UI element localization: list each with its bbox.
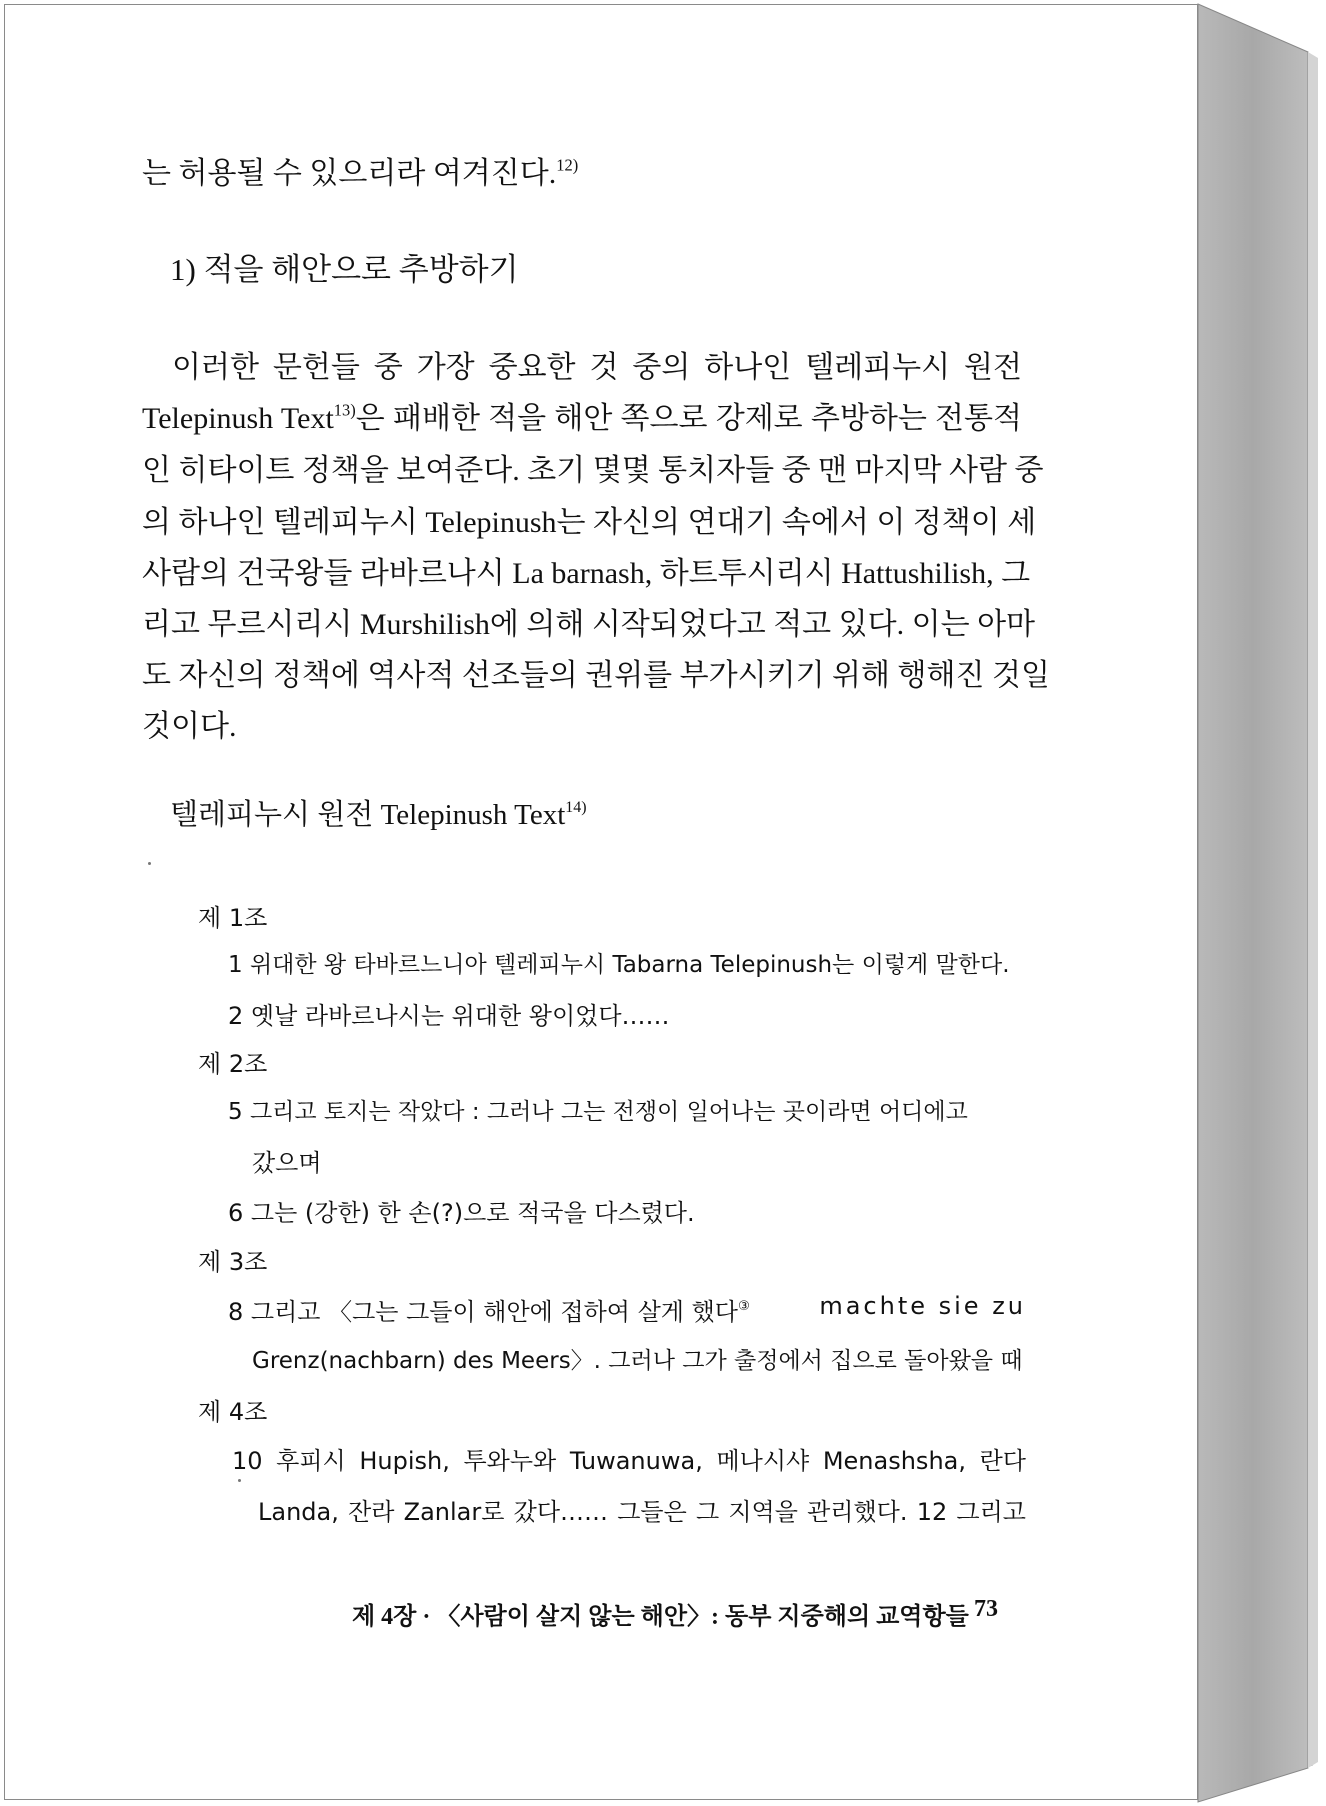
section-heading: 1) 적을 해안으로 추방하기 (170, 252, 519, 287)
article-line: 8 그리고 〈그는 그들이 해안에 접하여 살게 했다③ machte sie zu (228, 1292, 1026, 1326)
article-line: 5 그리고 토지는 작았다 : 그러나 그는 전쟁이 일어나는 곳이라면 어디에고 (228, 1099, 968, 1125)
article-line: 10 후피시 Hupish, 투와누와 Tuwanuwa, 메나시샤 Menashsha, 란다 (232, 1447, 1026, 1475)
footnote-marker: 14) (565, 799, 587, 817)
speck (238, 1479, 241, 1482)
speck (148, 862, 151, 865)
paragraph-line: 이러한 문헌들 중 가장 중요한 것 중의 하나인 텔레피누시 원전 (172, 351, 1022, 384)
article-line: 갔으며 (252, 1149, 322, 1177)
article-line: 6 그는 (강한) 한 손(?)으로 적국을 다스렸다. (228, 1199, 695, 1227)
article-label: 제 3조 (198, 1248, 268, 1276)
article-line: Grenz(nachbarn) des Meers〉. 그러나 그가 출정에서 집으로 돌아왔을 때 (252, 1348, 1023, 1374)
article-label: 제 1조 (198, 904, 268, 932)
paragraph-line: Telepinush Text$^{13)}$은 패배한 적을 해안 쪽으로 강제로 추방하는 전통적 (142, 400, 1022, 435)
paragraph-line: 인 히타이트 정책을 보여준다. 초기 몇몇 통치자들 중 맨 마지막 사람 중 (142, 454, 1044, 487)
article-label: 제 2조 (198, 1050, 268, 1078)
paragraph-line: 의 하나인 텔레피누시 Telepinush는 자신의 연대기 속에서 이 정책이 세 (142, 506, 1037, 539)
page-number: 73 (974, 1596, 998, 1622)
note-mark: ③ (737, 1299, 750, 1315)
footnote-marker: 13) (333, 400, 356, 420)
running-footer: 제 4장 · 〈사람이 살지 않는 해안〉: 동부 지중해의 교역항들 (352, 1604, 969, 1630)
intro-line: 는 허용될 수 있으리라 여겨진다.$^{12)}$ (142, 155, 579, 190)
article-line: 2 옛날 라바르나시는 위대한 왕이었다…… (228, 1002, 670, 1030)
article-line: 1 위대한 왕 타바르느니아 텔레피누시 Tabarna Telepinush는 이렇게 말한다. (228, 952, 1010, 978)
paragraph-line: 도 자신의 정책에 역사적 선조들의 권위를 부가시키기 위해 행해진 것일 (142, 659, 1050, 692)
paragraph-line: 리고 무르시리시 Murshilish에 의해 시작되었다고 적고 있다. 이는 아마 (142, 608, 1036, 641)
text-title: 텔레피누시 원전 Telepinush Text$^{14)}$ (170, 799, 587, 831)
paragraph-line: 사람의 건국왕들 라바르나시 La barnash, 하트투시리시 Hattushilish, 그 (142, 557, 1031, 590)
article-label: 제 4조 (198, 1398, 268, 1426)
article-line: Landa, 잔라 Zanlar로 갔다…… 그들은 그 지역을 관리했다. 12 그리고 (258, 1498, 1026, 1526)
footnote-marker: 12) (556, 155, 579, 175)
paragraph-line: 것이다. (142, 710, 237, 743)
